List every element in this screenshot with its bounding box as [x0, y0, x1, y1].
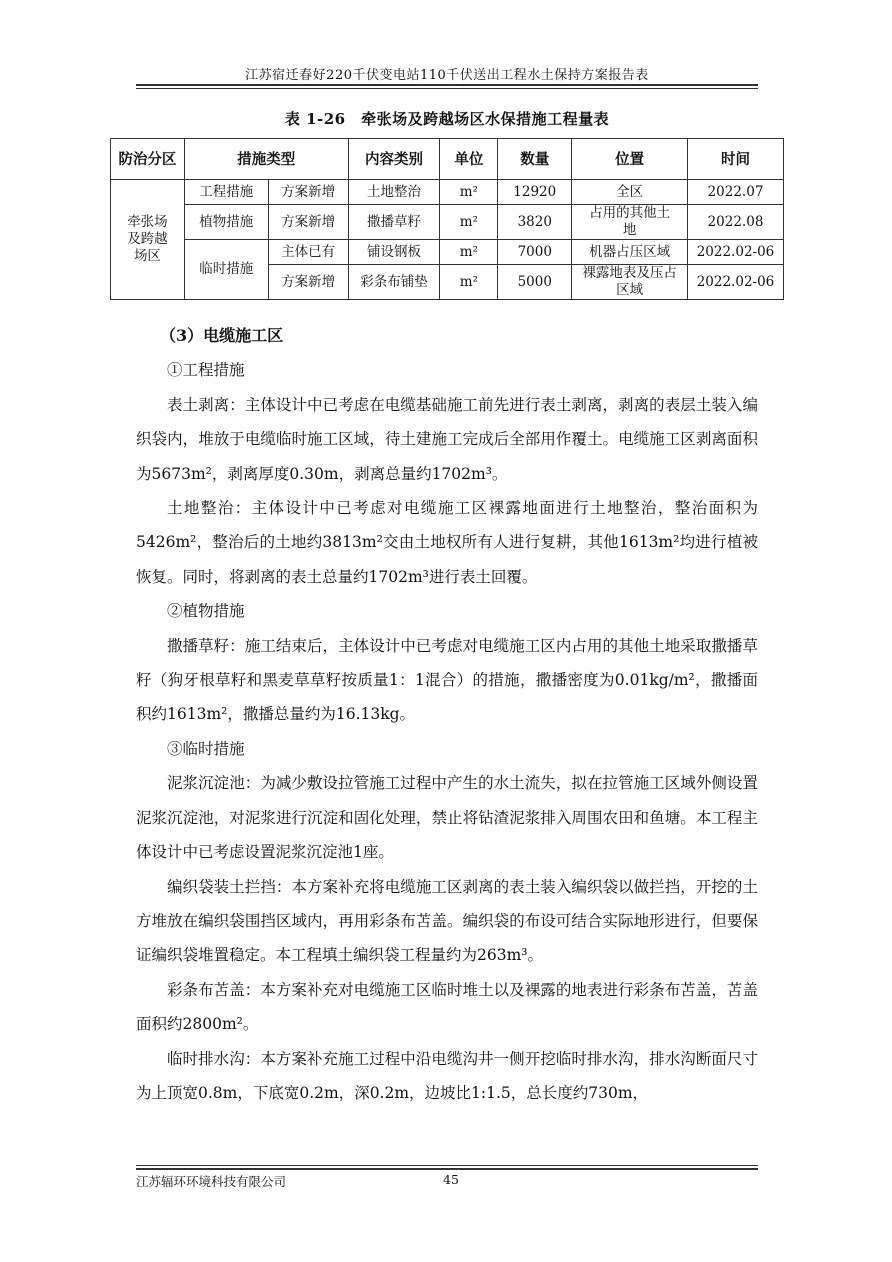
category-cell: 工程措施 [184, 180, 268, 205]
time-cell: 2022.08 [688, 205, 784, 240]
section-heading: （3）电缆施工区 [160, 326, 284, 345]
content-cell: 彩条布铺垫 [348, 265, 440, 300]
measures-table [110, 138, 784, 300]
header-content: 内容类别 [348, 139, 440, 180]
page-number: 45 [443, 1172, 459, 1187]
footer-company: 江苏辐环环境科技有限公司 [136, 1174, 287, 1189]
subheading-engineering: ①工程措施 [167, 361, 245, 380]
time-cell: 2022.07 [688, 180, 784, 205]
unit-cell: m² [440, 240, 498, 265]
paragraph-topsoil-stripping: 表土剥离：主体设计中已考虑在电缆基础施工前先进行表土剥离，剥离的表层土装入编织袋内，堆放于电缆临时施工区域，待土建施工完成后全部用作覆土。电缆施工区剥离面积为5673m²，剥离厚度0.30m，剥离总量约1702m³。 [136, 395, 758, 483]
paragraph-land-rehabilitation: 土地整治：主体设计中已考虑对电缆施工区裸露地面进行土地整治，整治面积为5426m²，整治后的土地约3813m²交由土地权所有人进行复耕，其他1613m²均进行植被恢复。同时，将剥离的表土总量约1702m³进行表土回覆。 [136, 499, 758, 586]
content-cell: 土地整治 [348, 180, 440, 205]
footer-rule-thick [136, 1168, 758, 1170]
unit-cell: m² [440, 265, 498, 300]
source-cell: 方案新增 [268, 180, 348, 205]
header-zone: 防治分区 [111, 139, 185, 180]
paragraph-mud-settling-pond: 泥浆沉淀池：为减少敷设拉管施工过程中产生的水土流失，拟在拉管施工区域外侧设置泥浆沉淀池，对泥浆进行沉淀和固化处理，禁止将钻渣泥浆排入周围农田和鱼塘。本工程主体设计中已考虑设置泥浆沉淀池1座。 [136, 774, 758, 862]
header-quantity: 数量 [498, 139, 572, 180]
time-cell: 2022.02-06 [688, 240, 784, 265]
body-text [136, 319, 758, 1110]
table-row [111, 240, 784, 265]
location-cell: 裸露地表及压占区域 [572, 265, 688, 300]
subheading-temporary: ③临时措施 [167, 739, 245, 758]
location-cell: 占用的其他土地 [572, 205, 688, 240]
header-unit: 单位 [440, 139, 498, 180]
content-cell: 铺设钢板 [348, 240, 440, 265]
source-cell: 方案新增 [268, 265, 348, 300]
quantity-cell: 7000 [498, 240, 572, 265]
time-cell: 2022.02-06 [688, 265, 784, 300]
paragraph-drainage-ditch: 临时排水沟：本方案补充施工过程中沿电缆沟井一侧开挖临时排水沟，排水沟断面尺寸为上顶宽0.8m，下底宽0.2m，深0.2m，边坡比1:1.5，总长度约730m， [136, 1049, 758, 1102]
content-cell: 撒播草籽 [348, 205, 440, 240]
location-cell: 机器占压区域 [572, 240, 688, 265]
header-rule-thin [136, 88, 758, 89]
paragraph-grass-seeding: 撒播草籽：施工结束后，主体设计中已考虑对电缆施工区内占用的其他土地采取撒播草籽（狗牙根草籽和黑麦草草籽按质量1：1混合）的措施，撒播密度为0.01kg/m²，撒播面积约1613m²，撒播总量约为16.13kg。 [136, 636, 758, 724]
table-header-row [111, 139, 784, 180]
header-type: 措施类型 [184, 139, 348, 180]
quantity-cell: 5000 [498, 265, 572, 300]
header-time: 时间 [688, 139, 784, 180]
table-caption: 表 1-26 牵张场及跨越场区水保措施工程量表 [284, 110, 610, 128]
unit-cell: m² [440, 205, 498, 240]
table-row [111, 180, 784, 205]
header-rule-thick [136, 84, 758, 86]
category-cell: 植物措施 [184, 205, 268, 240]
category-cell: 临时措施 [184, 240, 268, 300]
zone-cell: 牵张场及跨越场区 [111, 180, 185, 300]
subheading-vegetation: ②植物措施 [167, 602, 245, 621]
header-location: 位置 [572, 139, 688, 180]
source-cell: 主体已有 [268, 240, 348, 265]
paragraph-tarp-cover: 彩条布苫盖：本方案补充对电缆施工区临时堆土以及裸露的地表进行彩条布苫盖，苫盖面积约2800m²。 [136, 980, 758, 1034]
source-cell: 方案新增 [268, 205, 348, 240]
location-cell: 全区 [572, 180, 688, 205]
running-header: 江苏宿迁春好220千伏变电站110千伏送出工程水土保持方案报告表 [245, 68, 649, 83]
paragraph-sandbag-barrier: 编织袋装土拦挡：本方案补充将电缆施工区剥离的表土装入编织袋以做拦挡，开挖的土方堆放在编织袋围挡区域内，再用彩条布苫盖。编织袋的布设可结合实际地形进行，但要保证编织袋堆置稳定。本工程填土编织袋工程量约为263m³。 [136, 877, 758, 965]
quantity-cell: 12920 [498, 180, 572, 205]
footer-rule-thin [136, 1165, 758, 1166]
unit-cell: m² [440, 180, 498, 205]
table-row [111, 205, 784, 240]
quantity-cell: 3820 [498, 205, 572, 240]
